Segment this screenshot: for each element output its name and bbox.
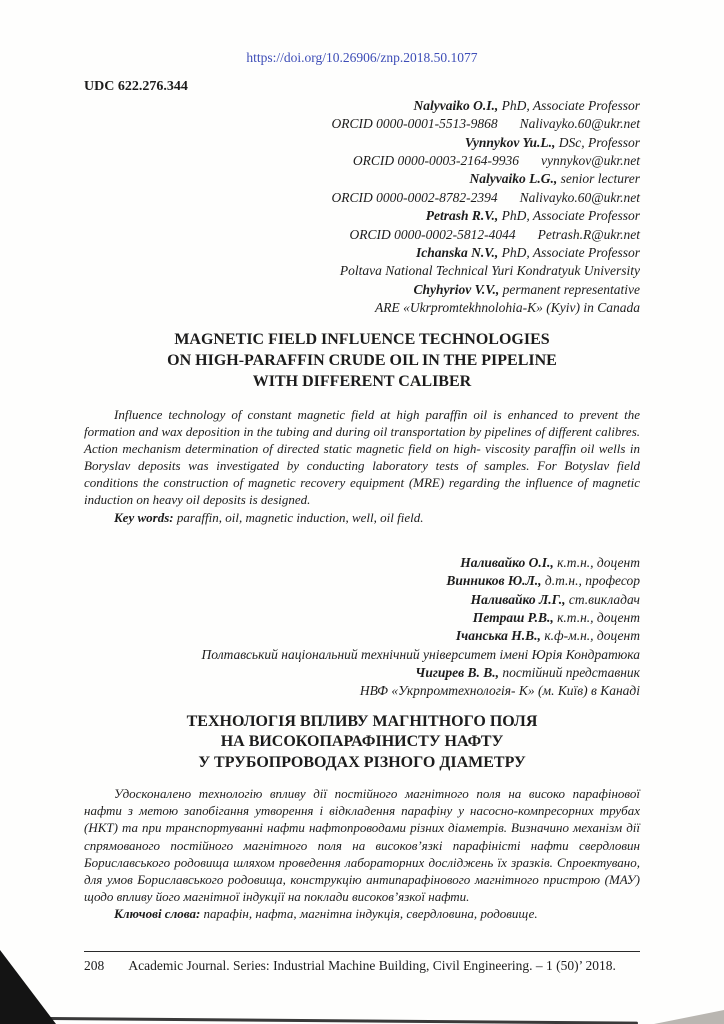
author-role: PhD, Associate Professor: [498, 208, 640, 224]
title-line: У ТРУБОПРОВОДАХ РІЗНОГО ДІАМЕТРУ: [198, 754, 526, 772]
udc-number: UDC 622.276.344: [84, 79, 188, 94]
authors-block-en: [84, 97, 640, 317]
author-name: Petrash R.V.,: [425, 208, 499, 224]
author-name: Петраш Р.В.,: [472, 609, 554, 625]
abstract-en: [84, 406, 640, 526]
author-name: Chyhyriov V.V.,: [413, 281, 500, 297]
author-orcid-line: [84, 226, 640, 244]
author-name: Наливайко Л.Г.,: [470, 591, 566, 607]
author-email: vynnykov@ukr.net: [541, 153, 640, 169]
author-line: [84, 170, 640, 188]
author-email: Petrash.R@ukr.net: [537, 226, 640, 242]
author-orcid-line: [84, 189, 640, 207]
article-title-ua: [84, 712, 640, 774]
scan-corner-artifact: [0, 950, 56, 1024]
affiliation-line: [84, 262, 640, 280]
orcid-id: ORCID 0000-0002-8782-2394: [331, 189, 498, 205]
author-role: PhD, Associate Professor: [498, 98, 640, 113]
affiliation: НВФ «Укрпромтехнологія- К» (м. Київ) в Канаді: [359, 683, 640, 699]
title-line: MAGNETIC FIELD INFLUENCE TECHNOLOGIES: [174, 331, 550, 349]
affiliation: Poltava National Technical Yuri Kondratyuk University: [339, 263, 640, 279]
author-name: Винников Ю.Л.,: [446, 573, 542, 589]
journal-citation: Academic Journal. Series: Industrial Machine Building, Civil Engineering. – 1 (50)’ 2018.: [128, 958, 616, 973]
author-role: к.т.н., доцент: [553, 609, 640, 625]
author-line: [84, 554, 640, 572]
footer-divider: [84, 951, 640, 952]
author-name: Чигирев В. В.,: [415, 664, 500, 680]
affiliation-line: [84, 682, 640, 700]
author-line: [84, 591, 640, 609]
author-orcid-line: [84, 115, 640, 133]
author-line: [84, 627, 640, 645]
keywords-line: [84, 905, 640, 922]
page-footer: [84, 958, 640, 974]
author-role: DSc, Professor: [555, 134, 640, 150]
authors-block-ua: [84, 554, 640, 701]
author-role: постійний представник: [499, 664, 640, 680]
author-line: [84, 97, 640, 115]
scan-edge-artifact: [48, 1017, 638, 1024]
author-name: Ічанська Н.В.,: [455, 628, 541, 644]
page-number: 208: [84, 958, 105, 973]
affiliation-line: [84, 646, 640, 664]
author-orcid-line: [84, 152, 640, 170]
title-line: WITH DIFFERENT CALIBER: [252, 372, 472, 390]
author-name: Vynnykov Yu.L.,: [464, 134, 556, 150]
author-role: к.т.н., доцент: [553, 554, 640, 570]
title-line: ТЕХНОЛОГІЯ ВПЛИВУ МАГНІТНОГО ПОЛЯ: [186, 712, 538, 730]
title-line: НА ВИСОКОПАРАФІНИСТУ НАФТУ: [220, 733, 504, 751]
keywords-line: [84, 509, 640, 526]
author-role: ст.викладач: [565, 591, 640, 607]
affiliation: ARE «Ukrpromtekhnolohia-K» (Kyiv) in Canada: [375, 299, 640, 315]
keywords-text: парафін, нафта, магнітна індукція, свердловина, родовище.: [200, 906, 538, 922]
author-line: [84, 664, 640, 682]
abstract-ua: [84, 785, 640, 922]
title-line: ON HIGH-PARAFFIN CRUDE OIL IN THE PIPELINE: [167, 352, 557, 370]
author-name: Ichanska N.V.,: [415, 244, 499, 260]
keywords-label: Key words:: [114, 509, 174, 525]
article-title-en: [84, 330, 640, 392]
author-name: Nalyvaiko L.G.,: [469, 171, 558, 187]
author-role: PhD, Associate Professor: [498, 244, 640, 260]
doi-link[interactable]: https://doi.org/10.26906/znp.2018.50.1077: [246, 50, 478, 65]
author-role: к.ф-м.н., доцент: [540, 628, 640, 644]
keywords-label: Ключові слова:: [114, 906, 201, 922]
orcid-id: ORCID 0000-0003-2164-9936: [352, 153, 519, 169]
author-line: [84, 134, 640, 152]
abstract-text: Удосконалено технологію впливу дії постійного магнітного поля на високо парафінової нафти з метою запобігання утворення і відкладення парафіну у насосно-компресорних трубах (НКТ) та при транспортуванні нафти нафтопроводами різних діаметрів. Визначино механізм дії спрямованого постійного магнітного поля на високов’язкі парафіністі нафти свердловин Бориславського родовища шляхом проведення лабораторних досліджень їх зразків. Спроектувано, для умов Бориславського родовища, конструкцію антипарафінового магнітного пристрою (МАУ) щодо впливу його магнітної індукції на поклади високов’язкої нафти.: [84, 786, 640, 904]
orcid-id: ORCID 0000-0001-5513-9868: [331, 116, 498, 132]
author-line: [84, 609, 640, 627]
author-name: Nalyvaiko O.I.,: [413, 98, 499, 113]
author-role: д.т.н., професор: [541, 573, 640, 589]
author-email: Nalivayko.60@ukr.net: [519, 189, 640, 205]
abstract-text: Influence technology of constant magnetic field at high paraffin oil is enhanced to prevent the formation and wax deposition in the tubing and during oil transportation by pipelines of different calibres. Action mechanism determination of directed static magnetic field on high- viscosity paraffin oil wells in Boryslav deposits was investigated by conducting laboratory tests of samples. For Botyslav field conditions the construction of magnetic recovery equipment (MRE) regarding the influence of magnetic induction on heavy oil deposits is designed.: [84, 406, 640, 508]
author-line: [84, 572, 640, 590]
author-role: senior lecturer: [557, 171, 640, 187]
scan-corner-artifact-right: [654, 1010, 724, 1024]
author-email: Nalivayko.60@ukr.net: [519, 116, 640, 132]
orcid-id: ORCID 0000-0002-5812-4044: [349, 226, 516, 242]
author-line: [84, 244, 640, 262]
author-line: [84, 281, 640, 299]
keywords-text: paraffin, oil, magnetic induction, well, oil field.: [173, 509, 424, 525]
author-line: [84, 207, 640, 225]
affiliation: Полтавський національний технічний університет імені Юрія Кондратюка: [201, 646, 640, 662]
author-role: permanent representative: [499, 281, 640, 297]
affiliation-line: [84, 299, 640, 317]
author-name: Наливайко О.І.,: [460, 554, 554, 570]
